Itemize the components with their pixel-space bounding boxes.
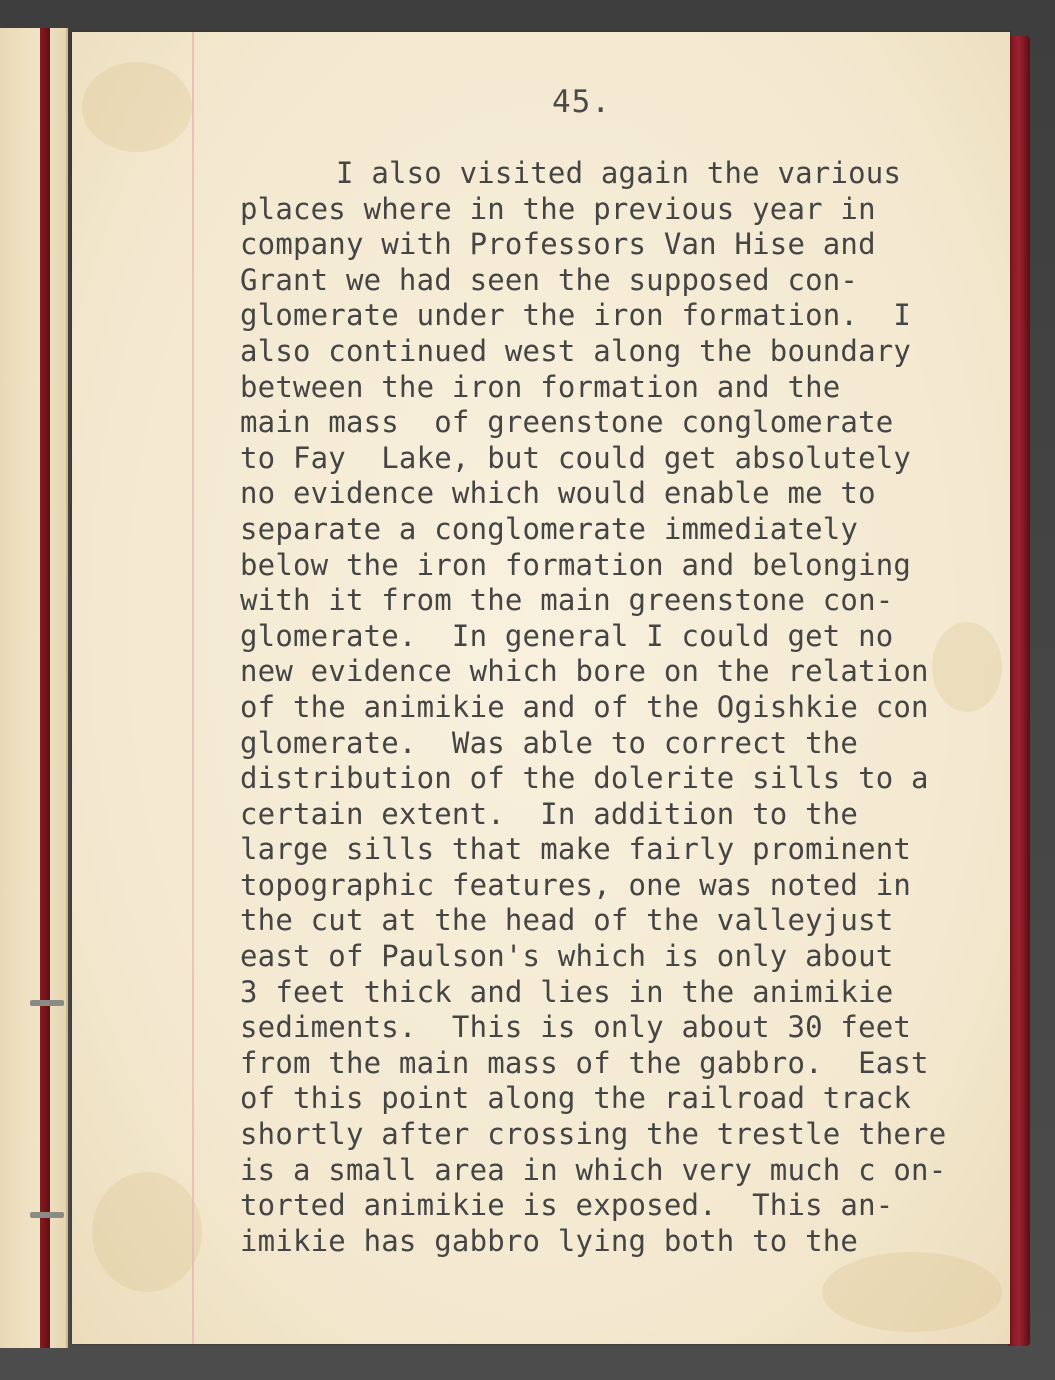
right-cover-edge bbox=[1008, 36, 1030, 1346]
text-line: of this point along the railroad track bbox=[240, 1081, 912, 1116]
page-number: 45. bbox=[552, 84, 611, 120]
text-line: large sills that make fairly prominent bbox=[240, 832, 912, 867]
notebook-page bbox=[72, 32, 1010, 1344]
text-line: imikie has gabbro lying both to the bbox=[240, 1223, 859, 1258]
text-line: certain extent. In addition to the bbox=[240, 796, 859, 831]
text-line: glomerate. Was able to correct the bbox=[240, 725, 859, 760]
text-line: the cut at the head of the valleyjust bbox=[240, 903, 894, 938]
text-line: between the iron formation and the bbox=[240, 369, 841, 404]
text-line: of the animikie and of the Ogishkie con bbox=[240, 689, 929, 724]
text-line: new evidence which bore on the relation bbox=[240, 654, 929, 689]
text-line: shortly after crossing the trestle there bbox=[240, 1117, 947, 1152]
typed-text-block bbox=[240, 156, 1000, 1259]
paper-stain bbox=[92, 1172, 202, 1292]
text-line: I also visited again the various bbox=[336, 156, 902, 190]
margin-rule bbox=[192, 32, 194, 1344]
left-binding bbox=[40, 28, 50, 1348]
text-line: no evidence which would enable me to bbox=[240, 476, 876, 511]
text-line: glomerate. In general I could get no bbox=[240, 618, 894, 653]
text-line: with it from the main greenstone con- bbox=[240, 583, 894, 618]
text-line: sediments. This is only about 30 feet bbox=[240, 1010, 912, 1045]
staple-top bbox=[30, 1000, 64, 1006]
text-line: places where in the previous year in bbox=[240, 191, 876, 226]
facing-page-edge bbox=[0, 28, 68, 1348]
text-line: topographic features, one was noted in bbox=[240, 867, 912, 902]
text-line: distribution of the dolerite sills to a bbox=[240, 761, 929, 796]
text-line: 3 feet thick and lies in the animikie bbox=[240, 974, 894, 1009]
text-line: torted animikie is exposed. This an- bbox=[240, 1188, 894, 1223]
staple-bottom bbox=[30, 1212, 64, 1218]
text-line: below the iron formation and belonging bbox=[240, 547, 912, 582]
text-line: separate a conglomerate immediately bbox=[240, 511, 859, 546]
text-line: also continued west along the boundary bbox=[240, 333, 912, 368]
paper-stain bbox=[822, 1252, 1002, 1332]
text-line: main mass of greenstone conglomerate bbox=[240, 405, 894, 440]
text-line: company with Professors Van Hise and bbox=[240, 227, 876, 262]
text-line: east of Paulson's which is only about bbox=[240, 939, 894, 974]
text-line: is a small area in which very much c on- bbox=[240, 1152, 947, 1187]
text-line: Grant we had seen the supposed con- bbox=[240, 262, 859, 297]
text-line: glomerate under the iron formation. I bbox=[240, 298, 912, 333]
text-line: to Fay Lake, but could get absolutely bbox=[240, 440, 912, 475]
paper-stain bbox=[82, 62, 192, 152]
text-line: from the main mass of the gabbro. East bbox=[240, 1045, 929, 1080]
